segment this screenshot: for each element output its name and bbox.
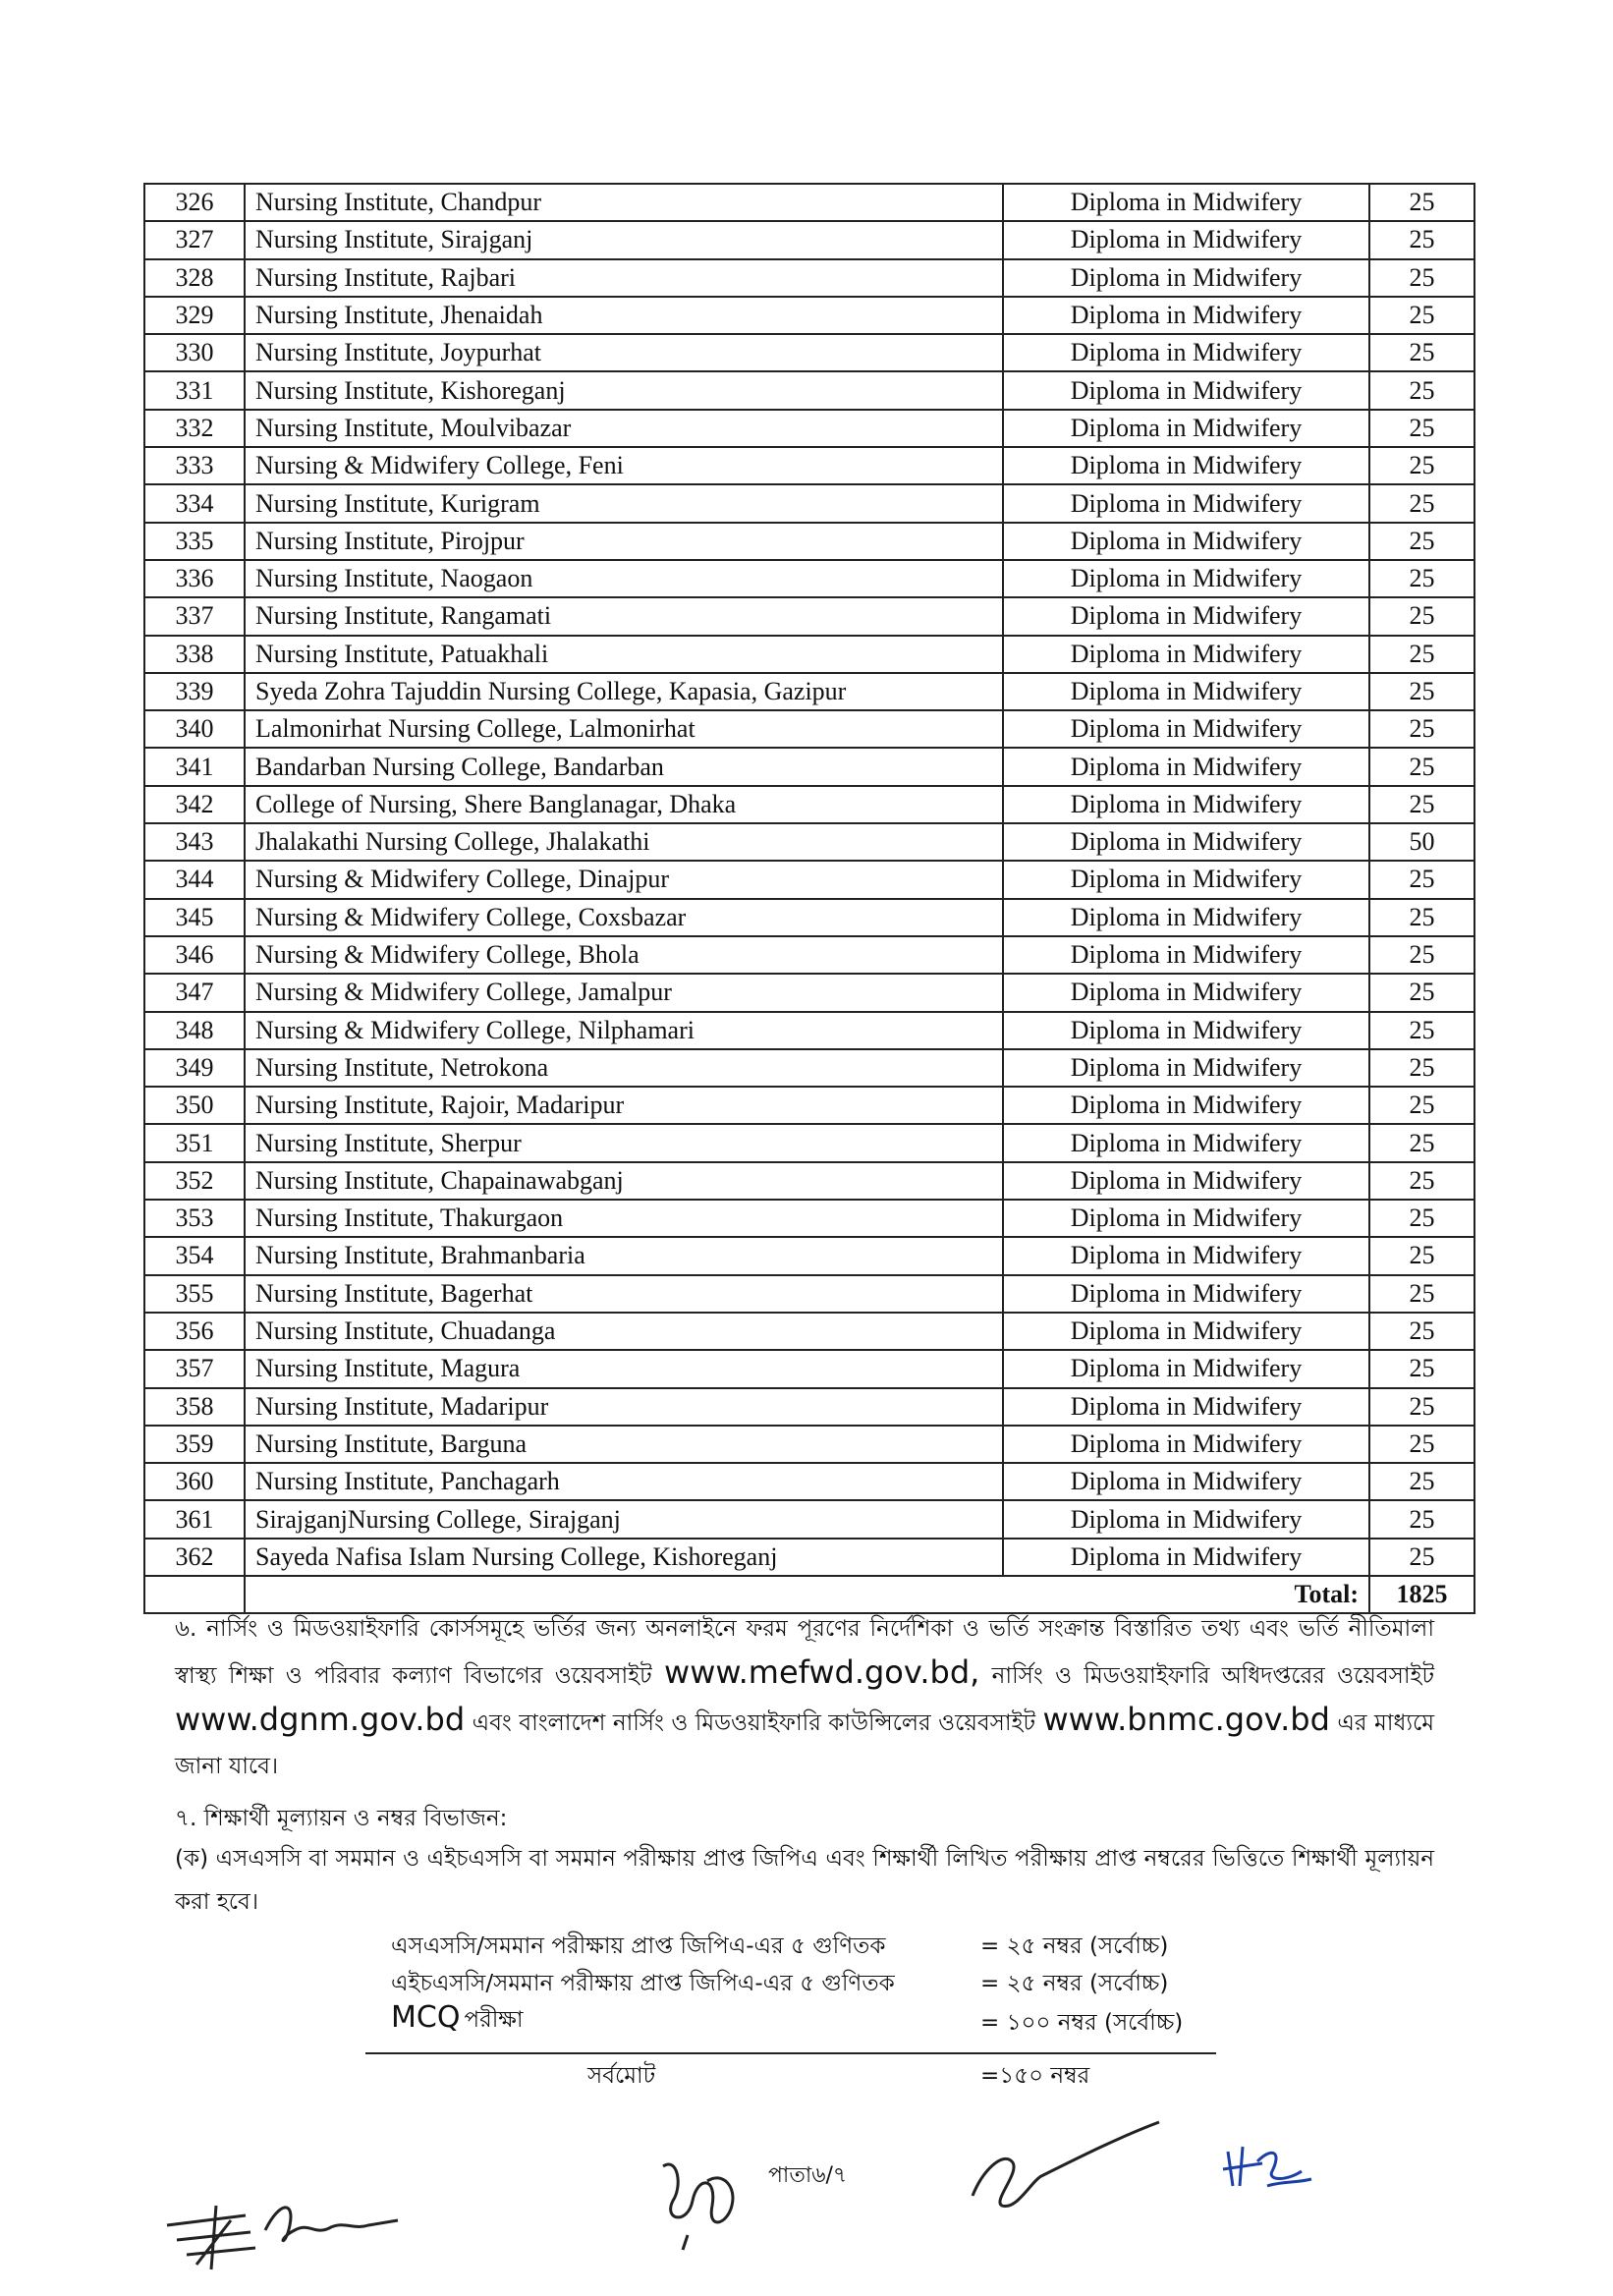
seats-cell: 25 [1369,221,1474,258]
seats-cell: 25 [1369,936,1474,974]
score-row-mcq [391,2000,524,2040]
institute-name-cell: Nursing Institute, Brahmanbaria [245,1237,1003,1274]
institute-name-cell: Nursing Institute, Barguna [245,1426,1003,1463]
institutes-table [143,183,1475,1614]
table-row [144,974,1474,1011]
course-cell: Diploma in Midwifery [1003,184,1369,221]
serial-cell: 355 [144,1275,245,1313]
course-cell: Diploma in Midwifery [1003,1162,1369,1200]
course-cell: Diploma in Midwifery [1003,861,1369,898]
serial-cell: 343 [144,823,245,861]
seats-cell: 25 [1369,710,1474,748]
seats-cell: 25 [1369,410,1474,447]
course-cell: Diploma in Midwifery [1003,710,1369,748]
institute-name-cell: Nursing Institute, Madaripur [245,1388,1003,1426]
institute-name-cell: Nursing Institute, Kurigram [245,484,1003,522]
seats-cell: 25 [1369,748,1474,785]
serial-cell: 334 [144,484,245,522]
seats-cell: 25 [1369,1463,1474,1500]
institute-name-cell: College of Nursing, Shere Banglanagar, Dhaka [245,786,1003,823]
institute-name-cell: Nursing Institute, Thakurgaon [245,1200,1003,1237]
institute-name-cell: Lalmonirhat Nursing College, Lalmonirhat [245,710,1003,748]
institute-name-cell: Nursing Institute, Pirojpur [245,523,1003,560]
course-cell: Diploma in Midwifery [1003,597,1369,635]
serial-cell: 338 [144,636,245,673]
seats-cell: 25 [1369,484,1474,522]
course-cell: Diploma in Midwifery [1003,1237,1369,1274]
grand-total-label: সর্বমোট [587,2063,656,2089]
institutes-table-body [144,184,1474,1613]
course-cell: Diploma in Midwifery [1003,1388,1369,1426]
signature-1 [157,2171,452,2279]
section7-heading: ৭. শিক্ষার্থী মূল্যায়ন ও নম্বর বিভাজন: [175,1806,508,1831]
table-row [144,484,1474,522]
institute-name-cell: Nursing Institute, Joypurhat [245,334,1003,371]
seats-cell: 25 [1369,1313,1474,1350]
seats-cell: 25 [1369,1500,1474,1538]
course-cell: Diploma in Midwifery [1003,410,1369,447]
score-row-ssc-label: এসএসসি/সমমান পরীক্ষায় প্রাপ্ত জিপিএ-এর ৫ গুণিতক [391,1933,886,1959]
seats-cell: 25 [1369,899,1474,936]
table-row [144,523,1474,560]
serial-cell: 353 [144,1200,245,1237]
course-cell: Diploma in Midwifery [1003,1426,1369,1463]
serial-cell: 333 [144,447,245,484]
table-row [144,710,1474,748]
institute-name-cell: Nursing Institute, Bagerhat [245,1275,1003,1313]
course-cell: Diploma in Midwifery [1003,1012,1369,1049]
course-cell: Diploma in Midwifery [1003,560,1369,597]
website-dgnm[interactable]: www.dgnm.gov.bd [175,1701,466,1738]
section6-text-3: এবং বাংলাদেশ নার্সিং ও মিডওয়াইফারি কাউন্সিলের ওয়েবসাইট [472,1710,1036,1736]
seats-cell: 25 [1369,597,1474,635]
institute-name-cell: Nursing Institute, Netrokona [245,1049,1003,1087]
total-label: Total: [245,1576,1369,1613]
table-row [144,1275,1474,1313]
signature-2 [648,2147,756,2255]
institute-name-cell: Nursing Institute, Sherpur [245,1124,1003,1161]
course-cell: Diploma in Midwifery [1003,1463,1369,1500]
table-row [144,297,1474,334]
serial-cell: 350 [144,1087,245,1124]
serial-cell: 346 [144,936,245,974]
table-row [144,1087,1474,1124]
course-cell: Diploma in Midwifery [1003,1275,1369,1313]
serial-cell: 342 [144,786,245,823]
score-row-mcq-value: = ১০০ নম্বর (সর্বোচ্চ) [980,2010,1184,2036]
course-cell: Diploma in Midwifery [1003,221,1369,258]
course-cell: Diploma in Midwifery [1003,936,1369,974]
serial-cell: 337 [144,597,245,635]
course-cell: Diploma in Midwifery [1003,1350,1369,1387]
serial-cell: 357 [144,1350,245,1387]
table-row [144,786,1474,823]
table-row [144,861,1474,898]
serial-cell: 362 [144,1539,245,1576]
seats-cell: 25 [1369,1087,1474,1124]
seats-cell: 25 [1369,1388,1474,1426]
seats-cell: 25 [1369,1350,1474,1387]
table-row [144,1313,1474,1350]
course-cell: Diploma in Midwifery [1003,1200,1369,1237]
serial-cell: 335 [144,523,245,560]
grand-total-value: =১৫০ নম্বর [980,2063,1090,2089]
institute-name-cell: Nursing & Midwifery College, Jamalpur [245,974,1003,1011]
seats-cell: 50 [1369,823,1474,861]
serial-cell: 358 [144,1388,245,1426]
table-row [144,673,1474,710]
section7-paragraph: (ক) এসএসসি বা সমমান ও এইচএসসি বা সমমান পরীক্ষায় প্রাপ্ত জিপিএ এবং শিক্ষার্থী লিখিত পরীক্ষায় প্রাপ্ত নম্বরের ভিত্তিতে শিক্ষার্থী মূল্যায়ন করা হবে। [175,1846,1434,1915]
seats-cell: 25 [1369,1237,1474,1274]
seats-cell: 25 [1369,861,1474,898]
seats-cell: 25 [1369,1275,1474,1313]
score-row-hsc-label: এইচএসসি/সমমান পরীক্ষায় প্রাপ্ত জিপিএ-এর ৫ গুণিতক [391,1971,895,1996]
table-row [144,447,1474,484]
seats-cell: 25 [1369,673,1474,710]
table-row [144,823,1474,861]
serial-cell: 345 [144,899,245,936]
institute-name-cell: Nursing Institute, Rangamati [245,597,1003,635]
mcq-label: MCQ [391,2000,461,2035]
seats-cell: 25 [1369,1012,1474,1049]
serial-cell: 356 [144,1313,245,1350]
website-bnmc[interactable]: www.bnmc.gov.bd [1042,1701,1330,1738]
course-cell: Diploma in Midwifery [1003,899,1369,936]
serial-cell: 330 [144,334,245,371]
serial-cell: 336 [144,560,245,597]
table-row [144,1426,1474,1463]
institute-name-cell: Nursing & Midwifery College, Bhola [245,936,1003,974]
institute-name-cell: Nursing Institute, Chandpur [245,184,1003,221]
table-row [144,748,1474,785]
serial-cell: 331 [144,371,245,409]
seats-cell: 25 [1369,1124,1474,1161]
institute-name-cell: Nursing Institute, Patuakhali [245,636,1003,673]
score-row-hsc-value: = ২৫ নম্বর (সর্বোচ্চ) [980,1971,1169,1996]
serial-cell: 354 [144,1237,245,1274]
institute-name-cell: Bandarban Nursing College, Bandarban [245,748,1003,785]
course-cell: Diploma in Midwifery [1003,1124,1369,1161]
table-row [144,184,1474,221]
score-row-ssc-value: = ২৫ নম্বর (সর্বোচ্চ) [980,1933,1169,1959]
serial-cell: 351 [144,1124,245,1161]
seats-cell: 25 [1369,297,1474,334]
signature-3 [943,2112,1169,2220]
table-row [144,1237,1474,1274]
course-cell: Diploma in Midwifery [1003,484,1369,522]
institute-name-cell: Nursing Institute, Chapainawabganj [245,1162,1003,1200]
seats-cell: 25 [1369,974,1474,1011]
institute-name-cell: Nursing Institute, Magura [245,1350,1003,1387]
serial-cell: 329 [144,297,245,334]
section6-text-1: ৬. নার্সিং ও মিডওয়াইফারি কোর্সসমূহে ভর্তির জন্য অনলাইনে ফরম পূরণের নির্দেশিকা ও ভর্তি সংক্রান্ত বিস্তারিত তথ্য এবং ভর্তি নীতিমালা স্বাস্থ্য শিক্ষা ও পরিবার কল্যাণ বিভাগের ওয়েবসাইট [175,1616,1434,1689]
institute-name-cell: Nursing & Midwifery College, Nilphamari [245,1012,1003,1049]
table-row [144,221,1474,258]
institute-name-cell: Jhalakathi Nursing College, Jhalakathi [245,823,1003,861]
seats-cell: 25 [1369,447,1474,484]
serial-cell: 344 [144,861,245,898]
course-cell: Diploma in Midwifery [1003,1313,1369,1350]
table-row [144,1200,1474,1237]
table-row [144,1049,1474,1087]
course-cell: Diploma in Midwifery [1003,636,1369,673]
table-row [144,1124,1474,1161]
seats-cell: 25 [1369,560,1474,597]
course-cell: Diploma in Midwifery [1003,974,1369,1011]
institute-name-cell: Nursing Institute, Rajbari [245,259,1003,297]
institute-name-cell: Syeda Zohra Tajuddin Nursing College, Kapasia, Gazipur [245,673,1003,710]
serial-cell: 348 [144,1012,245,1049]
course-cell: Diploma in Midwifery [1003,823,1369,861]
institute-name-cell: Nursing Institute, Panchagarh [245,1463,1003,1500]
table-row [144,1500,1474,1538]
seats-cell: 25 [1369,1049,1474,1087]
seats-cell: 25 [1369,786,1474,823]
course-cell: Diploma in Midwifery [1003,786,1369,823]
section6-text-2: নার্সিং ও মিডওয়াইফারি অধিদপ্তরের ওয়েবসাইট [991,1663,1435,1689]
table-row [144,560,1474,597]
course-cell: Diploma in Midwifery [1003,1087,1369,1124]
seats-cell: 25 [1369,1426,1474,1463]
website-mefwd[interactable]: www.mefwd.gov.bd, [664,1653,980,1691]
mcq-suffix: পরীক্ষা [464,2007,524,2033]
serial-cell: 328 [144,259,245,297]
course-cell: Diploma in Midwifery [1003,259,1369,297]
course-cell: Diploma in Midwifery [1003,371,1369,409]
serial-cell: 340 [144,710,245,748]
serial-cell: 347 [144,974,245,1011]
total-value: 1825 [1369,1576,1474,1613]
serial-cell: 341 [144,748,245,785]
table-row [144,1012,1474,1049]
course-cell: Diploma in Midwifery [1003,297,1369,334]
table-row [144,1463,1474,1500]
serial-cell: 360 [144,1463,245,1500]
course-cell: Diploma in Midwifery [1003,1539,1369,1576]
institute-name-cell: Sayeda Nafisa Islam Nursing College, Kishoreganj [245,1539,1003,1576]
table-row [144,597,1474,635]
table-row [144,636,1474,673]
course-cell: Diploma in Midwifery [1003,523,1369,560]
seats-cell: 25 [1369,334,1474,371]
course-cell: Diploma in Midwifery [1003,447,1369,484]
course-cell: Diploma in Midwifery [1003,673,1369,710]
table-row [144,1388,1474,1426]
course-cell: Diploma in Midwifery [1003,334,1369,371]
table-row [144,371,1474,409]
seats-cell: 25 [1369,1539,1474,1576]
table-row [144,259,1474,297]
seats-cell: 25 [1369,259,1474,297]
serial-cell: 349 [144,1049,245,1087]
section6-paragraph [175,1607,1434,1788]
table-row [144,1350,1474,1387]
serial-cell: 352 [144,1162,245,1200]
seats-cell: 25 [1369,523,1474,560]
table-row [144,1162,1474,1200]
section6-text-4: এর মাধ্যমে জানা যাবে। [175,1710,1435,1779]
page-number: পাতা৬/৭ [768,2163,848,2188]
table-row [144,899,1474,936]
institute-name-cell: Nursing & Midwifery College, Dinajpur [245,861,1003,898]
seats-cell: 25 [1369,1162,1474,1200]
seats-cell: 25 [1369,371,1474,409]
institute-name-cell: Nursing Institute, Jhenaidah [245,297,1003,334]
table-row [144,936,1474,974]
course-cell: Diploma in Midwifery [1003,1049,1369,1087]
serial-cell: 332 [144,410,245,447]
institute-name-cell: Nursing Institute, Sirajganj [245,221,1003,258]
serial-cell: 359 [144,1426,245,1463]
institute-name-cell: Nursing Institute, Naogaon [245,560,1003,597]
table-row [144,334,1474,371]
institute-name-cell: Nursing Institute, Rajoir, Madaripur [245,1087,1003,1124]
institute-name-cell: Nursing Institute, Chuadanga [245,1313,1003,1350]
seats-cell: 25 [1369,184,1474,221]
course-cell: Diploma in Midwifery [1003,748,1369,785]
institute-name-cell: Nursing Institute, Kishoreganj [245,371,1003,409]
institute-name-cell: Nursing & Midwifery College, Feni [245,447,1003,484]
course-cell: Diploma in Midwifery [1003,1500,1369,1538]
seats-cell: 25 [1369,1200,1474,1237]
serial-cell: 339 [144,673,245,710]
institute-name-cell: Nursing & Midwifery College, Coxsbazar [245,899,1003,936]
serial-cell: 327 [144,221,245,258]
total-divider [365,2052,1216,2054]
institute-name-cell: Nursing Institute, Moulvibazar [245,410,1003,447]
signature-4 [1218,2132,1316,2201]
institute-name-cell: SirajganjNursing College, Sirajganj [245,1500,1003,1538]
serial-cell: 361 [144,1500,245,1538]
serial-cell: 326 [144,184,245,221]
table-row [144,1539,1474,1576]
seats-cell: 25 [1369,636,1474,673]
table-row [144,410,1474,447]
